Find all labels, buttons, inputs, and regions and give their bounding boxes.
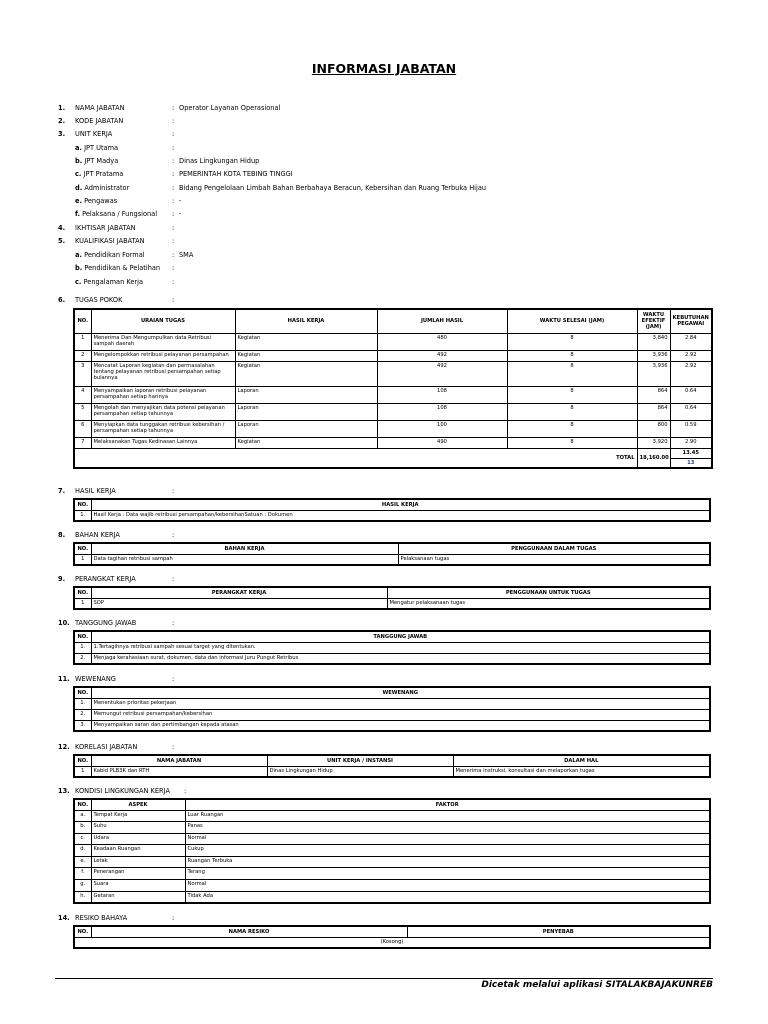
table-row: 1 SOP Mengatur pelaksanaan tugas xyxy=(74,598,710,609)
cell-faktor: Normal xyxy=(185,833,710,845)
cell-aspek: Keadaan Ruangan xyxy=(91,845,185,857)
th-no: NO. xyxy=(74,631,91,642)
cell-hasil: Kegiatan xyxy=(235,437,377,448)
th-no: NO. xyxy=(74,587,91,598)
cell-kebutuhan: 2.92 xyxy=(670,361,712,386)
cell-efektif: 3,936 xyxy=(637,350,670,361)
table-row: 1 Data tagihan retribusi sampah Pelaksanaan tugas xyxy=(74,554,710,565)
footer-divider xyxy=(55,978,713,979)
cell-efektif: 864 xyxy=(637,386,670,403)
table-row xyxy=(74,868,710,880)
cell-jumlah: 108 xyxy=(377,403,507,420)
cell-waktu: 8 xyxy=(507,420,637,437)
bahan-kerja-table xyxy=(73,542,711,566)
cell-hasil: Kegiatan xyxy=(235,350,377,361)
cell-uraian: Mengelompokkan retribusi pelayanan persampahan xyxy=(91,350,235,361)
cell-aspek: Getaran xyxy=(91,891,185,903)
cell-faktor: Luar Ruangan xyxy=(185,810,710,822)
cell-aspek: Letak xyxy=(91,856,185,868)
table-row: 1. Menentukan prioritas pekerjaan xyxy=(74,698,710,709)
cell-aspek: Suhu xyxy=(91,822,185,834)
cell-no: d. xyxy=(74,845,91,857)
table-row: 3. Menyampaikan saran dan pertimbangan kepada atasan xyxy=(74,720,710,731)
table-row xyxy=(74,880,710,892)
tanggung-jawab-table xyxy=(73,630,711,665)
table-row: 2. Memungut retribusi persampahan/kebersihan xyxy=(74,709,710,720)
cell-aspek: Tempat Kerja xyxy=(91,810,185,822)
cell-no: 7 xyxy=(74,437,91,448)
cell-hasil: Laporan xyxy=(235,386,377,403)
cell-faktor: Normal xyxy=(185,880,710,892)
cell-no: 3 xyxy=(74,361,91,386)
hasil-kerja-table xyxy=(73,498,711,522)
th-wewenang: WEWENANG xyxy=(91,687,710,698)
cell-jumlah: 492 xyxy=(377,350,507,361)
cell-faktor: Tidak Ada xyxy=(185,891,710,903)
cell-jumlah: 490 xyxy=(377,437,507,448)
cell-aspek: Suara xyxy=(91,880,185,892)
th-bahan: BAHAN KERJA xyxy=(91,543,398,554)
th-hasil: HASIL KERJA xyxy=(91,499,710,510)
th-unit-kerja: UNIT KERJA / INSTANSI xyxy=(267,755,453,766)
th-dalam-hal: DALAM HAL xyxy=(453,755,710,766)
cell-no: 5 xyxy=(74,403,91,420)
resiko-table xyxy=(73,925,711,949)
th-no: NO. xyxy=(74,926,91,937)
table-row xyxy=(74,845,710,857)
cell-kebutuhan: 2.90 xyxy=(670,437,712,448)
table-row xyxy=(74,437,712,448)
th-nama-resiko: NAMA RESIKO xyxy=(91,926,407,937)
table-row xyxy=(74,350,712,361)
cell-efektif: 3,840 xyxy=(637,333,670,350)
th-no: NO. xyxy=(74,543,91,554)
th-uraian: URAIAN TUGAS xyxy=(91,309,235,333)
cell-hasil: Laporan xyxy=(235,420,377,437)
footer-printed-by: Dicetak melalui aplikasi SITALAKBAJAKUNREB xyxy=(481,980,713,990)
cell-uraian: Menyampaikan laporan retribusi pelayanan persampahan setiap harinya xyxy=(91,386,235,403)
tugas-pokok-table xyxy=(73,308,713,469)
cell-no: e. xyxy=(74,856,91,868)
cell-efektif: 864 xyxy=(637,403,670,420)
cell-faktor: Terang xyxy=(185,868,710,880)
cell-no: f. xyxy=(74,868,91,880)
korelasi-table xyxy=(73,754,711,778)
table-row xyxy=(74,361,712,386)
th-nama-jabatan: NAMA JABATAN xyxy=(91,755,267,766)
total-efektif: 18,160.00 xyxy=(637,448,670,468)
cell-uraian: Mencatat Laporan kegiatan dan permasalahan tentang pelayanan retribusi persampahan setiap bulannya xyxy=(91,361,235,386)
cell-no: 2 xyxy=(74,350,91,361)
wewenang-table xyxy=(73,686,711,732)
cell-hasil: Laporan xyxy=(235,403,377,420)
cell-hasil: Kegiatan xyxy=(235,361,377,386)
th-no: NO. xyxy=(74,755,91,766)
cell-efektif: 3,920 xyxy=(637,437,670,448)
cell-waktu: 8 xyxy=(507,437,637,448)
cell-no: c. xyxy=(74,833,91,845)
cell-aspek: Penerangan xyxy=(91,868,185,880)
cell-jumlah: 492 xyxy=(377,361,507,386)
cell-waktu: 8 xyxy=(507,350,637,361)
table-row xyxy=(74,833,710,845)
table-row xyxy=(74,386,712,403)
table-row xyxy=(74,403,712,420)
table-row xyxy=(74,420,712,437)
cell-uraian: Mengolah dan menyajikan data potensi pelayanan persampahan setiap tahunnya xyxy=(91,403,235,420)
cell-uraian: Menerima Dan Mengumpulkan data Retribusi sampah daerah xyxy=(91,333,235,350)
cell-no: h. xyxy=(74,891,91,903)
cell-no: 6 xyxy=(74,420,91,437)
cell-waktu: 8 xyxy=(507,403,637,420)
cell-faktor: Panas xyxy=(185,822,710,834)
cell-kebutuhan: 0.64 xyxy=(670,386,712,403)
table-row: 1 Kabid PLB3K dan RTH Dinas Lingkungan Hidup Menerima instruksi, konsultasi dan melaporkan tugas xyxy=(74,766,710,777)
cell-jumlah: 480 xyxy=(377,333,507,350)
cell-efektif: 3,936 xyxy=(637,361,670,386)
total-label: TOTAL xyxy=(616,454,635,461)
th-waktu-selesai: WAKTU SELESAI (JAM) xyxy=(507,309,637,333)
page-title: INFORMASI JABATAN xyxy=(311,61,457,76)
th-no: NO. xyxy=(74,687,91,698)
cell-jumlah: 108 xyxy=(377,386,507,403)
table-row xyxy=(74,891,710,903)
cell-no: b. xyxy=(74,822,91,834)
cell-hasil: Kegiatan xyxy=(235,333,377,350)
table-row: 1. 1.Tertagihnya retribusi sampah sesuai target yang ditentukan. xyxy=(74,642,710,653)
total-kebutuhan: 13.45 xyxy=(670,448,712,458)
cell-kebutuhan: 0.64 xyxy=(670,403,712,420)
cell-kebutuhan: 2.84 xyxy=(670,333,712,350)
cell-efektif: 800 xyxy=(637,420,670,437)
th-hasil: HASIL KERJA xyxy=(235,309,377,333)
cell-uraian: Menyiapkan data tunggakan retribusi kebersihan / persampahan setiap tahunnya xyxy=(91,420,235,437)
th-kebutuhan: KEBUTUHAN PEGAWAI xyxy=(670,309,712,333)
cell-uraian: Melaksanakan Tugas Kedinasan Lainnya xyxy=(91,437,235,448)
cell-no: 1 xyxy=(74,333,91,350)
kondisi-table xyxy=(73,798,711,904)
cell-faktor: Ruangan Terbuka xyxy=(185,856,710,868)
table-row xyxy=(74,856,710,868)
table-row xyxy=(74,810,710,822)
cell-waktu: 8 xyxy=(507,361,637,386)
th-perangkat: PERANGKAT KERJA xyxy=(91,587,387,598)
table-row xyxy=(74,822,710,834)
th-no: NO. xyxy=(74,309,91,333)
th-waktu-efektif: WAKTU EFEKTIF (JAM) xyxy=(637,309,670,333)
th-faktor: FAKTOR xyxy=(185,799,710,810)
total-pembulatan: 13 xyxy=(670,458,712,468)
cell-kebutuhan: 0.59 xyxy=(670,420,712,437)
cell-no: a. xyxy=(74,810,91,822)
th-penggunaan: PENGGUNAAN DALAM TUGAS xyxy=(398,543,710,554)
th-aspek: ASPEK xyxy=(91,799,185,810)
table-row: 1. Hasil Kerja : Data wajib retribusi persampahan/kebersihanSatuan : Dokumen xyxy=(74,510,710,521)
cell-jumlah: 100 xyxy=(377,420,507,437)
th-penyebab: PENYEBAB xyxy=(407,926,710,937)
th-no: NO. xyxy=(74,799,91,810)
table-row-empty: (Kosong) xyxy=(74,937,710,948)
th-jumlah: JUMLAH HASIL xyxy=(377,309,507,333)
cell-no: 4 xyxy=(74,386,91,403)
cell-waktu: 8 xyxy=(507,333,637,350)
th-penggunaan: PENGGUNAAN UNTUK TUGAS xyxy=(387,587,710,598)
th-tanggung-jawab: TANGGUNG JAWAB xyxy=(91,631,710,642)
cell-aspek: Udara xyxy=(91,833,185,845)
cell-no: g. xyxy=(74,880,91,892)
cell-waktu: 8 xyxy=(507,386,637,403)
perangkat-kerja-table xyxy=(73,586,711,610)
table-row xyxy=(74,333,712,350)
th-no: NO. xyxy=(74,499,91,510)
table-row: 2. Menjaga kerahasiaan surat, dokumen, data dan informasi Juru Pungut Retribus xyxy=(74,653,710,664)
cell-kebutuhan: 2.92 xyxy=(670,350,712,361)
cell-faktor: Cukup xyxy=(185,845,710,857)
